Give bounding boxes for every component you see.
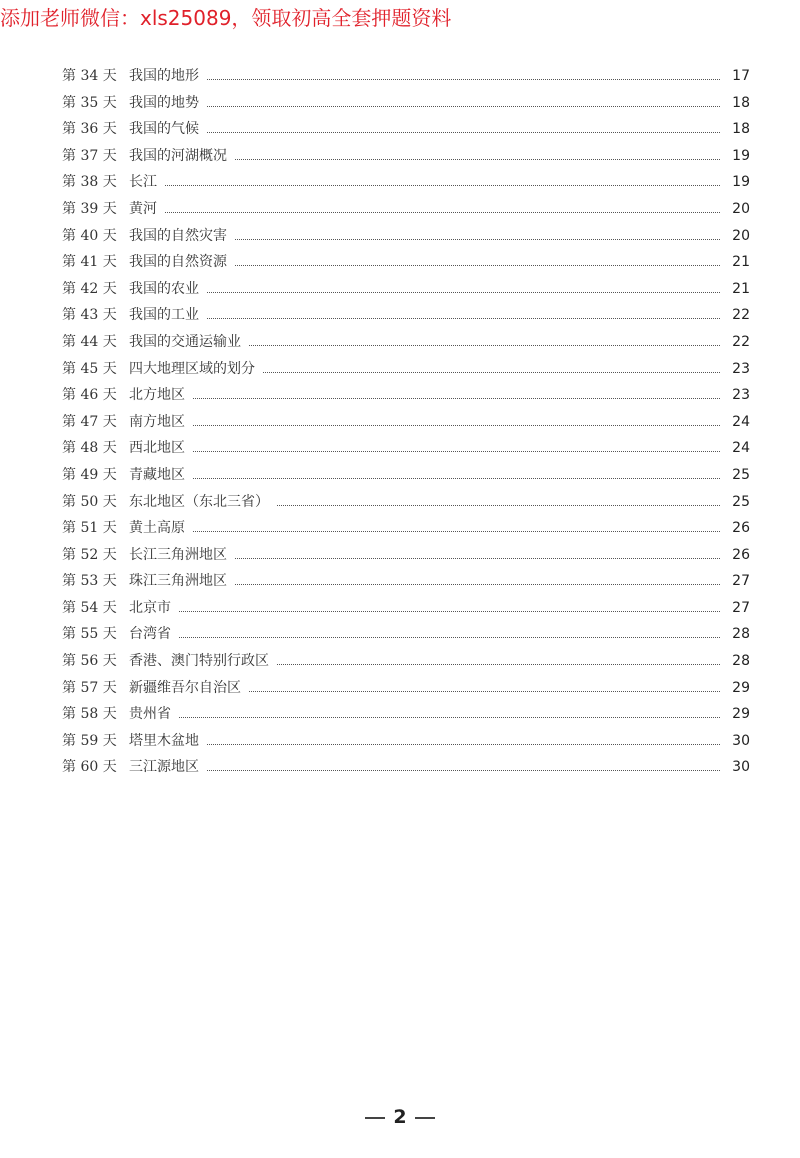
toc-entry-page: 29 [732,679,750,696]
toc-entry[interactable] [62,650,750,677]
toc-entry[interactable] [62,278,750,305]
toc-dot-leader [193,477,720,479]
toc-dot-leader [235,583,720,585]
toc-entry-page: 30 [732,759,750,776]
toc-entry-day: 第 56 天 [62,653,117,670]
toc-dot-leader [207,743,720,745]
toc-entry[interactable] [62,358,750,385]
toc-entry-title: 香港、澳门特别行政区 [129,653,269,670]
toc-entry-page: 18 [732,121,750,138]
page-number: 2 [393,1106,407,1128]
toc-dot-leader [193,530,720,532]
toc-entry-title: 三江源地区 [129,759,199,776]
toc-entry-page: 24 [732,440,750,457]
toc-entry-page: 28 [732,626,750,643]
toc-entry[interactable] [62,756,750,783]
toc-entry[interactable] [62,730,750,757]
toc-entry-page: 28 [732,653,750,670]
toc-entry-day: 第 57 天 [62,679,117,696]
toc-entry-title: 北京市 [129,599,171,616]
toc-entry-title: 我国的气候 [129,121,199,138]
toc-dot-leader [235,238,720,240]
toc-entry-day: 第 44 天 [62,333,117,350]
toc-entry-page: 21 [732,280,750,297]
toc-dot-leader [193,397,720,399]
toc-dot-leader [277,663,720,665]
toc-entry-title: 北方地区 [129,387,185,404]
toc-entry-title: 黄土高原 [129,520,185,537]
toc-entry-title: 珠江三角洲地区 [129,573,227,590]
toc-dot-leader [193,424,720,426]
page-footer [0,1106,800,1128]
toc-entry-title: 青藏地区 [129,466,185,483]
toc-entry-title: 台湾省 [129,626,171,643]
toc-entry-page: 22 [732,307,750,324]
toc-entry[interactable] [62,118,750,145]
toc-entry-title: 贵州省 [129,706,171,723]
toc-entry-page: 22 [732,333,750,350]
toc-entry-day: 第 45 天 [62,360,117,377]
toc-entry-title: 我国的工业 [129,307,199,324]
toc-dot-leader [207,78,720,80]
toc-dot-leader [277,504,720,506]
toc-dot-leader [179,610,720,612]
toc-entry-page: 25 [732,493,750,510]
toc-entry-day: 第 43 天 [62,307,117,324]
toc-entry-day: 第 39 天 [62,200,117,217]
toc-entry-day: 第 51 天 [62,520,117,537]
toc-dot-leader [179,636,720,638]
watermark-banner: 添加老师微信：xls25089，领取初高全套押题资料 [0,6,452,30]
toc-entry-title: 东北地区（东北三省） [129,493,269,510]
toc-dot-leader [165,211,720,213]
toc-entry[interactable] [62,384,750,411]
toc-entry[interactable] [62,517,750,544]
toc-entry-title: 我国的农业 [129,280,199,297]
toc-entry-day: 第 46 天 [62,387,117,404]
toc-entry-day: 第 54 天 [62,599,117,616]
toc-entry-page: 24 [732,413,750,430]
toc-entry-day: 第 34 天 [62,68,117,84]
toc-entry[interactable] [62,703,750,730]
toc-dot-leader [207,769,720,771]
toc-entry[interactable] [62,411,750,438]
toc-entry-day: 第 58 天 [62,706,117,723]
toc-dot-leader [249,344,720,346]
toc-entry-day: 第 48 天 [62,440,117,457]
toc-entry-page: 19 [732,147,750,164]
toc-entry-title: 西北地区 [129,440,185,457]
table-of-contents [62,65,750,783]
toc-entry[interactable] [62,145,750,172]
toc-entry[interactable] [62,677,750,704]
toc-entry-day: 第 59 天 [62,732,117,749]
toc-dot-leader [207,105,720,107]
toc-entry[interactable] [62,251,750,278]
toc-entry-page: 23 [732,387,750,404]
toc-entry-title: 新疆维吾尔自治区 [129,679,241,696]
toc-entry[interactable] [62,198,750,225]
toc-entry-day: 第 50 天 [62,493,117,510]
toc-dot-leader [179,716,720,718]
toc-entry[interactable] [62,623,750,650]
toc-entry-day: 第 36 天 [62,121,117,138]
toc-dot-leader [207,291,720,293]
toc-entry-day: 第 41 天 [62,254,117,271]
toc-entry-title: 我国的自然灾害 [129,227,227,244]
toc-entry-page: 27 [732,599,750,616]
toc-entry[interactable] [62,597,750,624]
footer-dash-left [365,1117,385,1119]
toc-entry-title: 长江 [129,174,157,191]
toc-entry[interactable] [62,544,750,571]
toc-entry[interactable] [62,570,750,597]
toc-entry-page: 17 [732,68,750,84]
toc-entry-title: 我国的河湖概况 [129,147,227,164]
toc-dot-leader [207,317,720,319]
toc-entry[interactable] [62,464,750,491]
toc-entry-page: 21 [732,254,750,271]
toc-entry-day: 第 55 天 [62,626,117,643]
toc-entry-page: 19 [732,174,750,191]
toc-entry[interactable] [62,304,750,331]
toc-entry-day: 第 37 天 [62,147,117,164]
toc-entry-day: 第 53 天 [62,573,117,590]
toc-entry[interactable] [62,171,750,198]
toc-dot-leader [235,158,720,160]
toc-entry-day: 第 42 天 [62,280,117,297]
toc-dot-leader [249,690,720,692]
toc-dot-leader [263,371,720,373]
toc-dot-leader [165,184,720,186]
toc-entry[interactable] [62,437,750,464]
toc-entry-title: 黄河 [129,200,157,217]
toc-entry-title: 长江三角洲地区 [129,546,227,563]
toc-entry-page: 27 [732,573,750,590]
toc-entry-day: 第 47 天 [62,413,117,430]
toc-entry-day: 第 40 天 [62,227,117,244]
toc-entry-title: 南方地区 [129,413,185,430]
toc-entry[interactable] [62,92,750,119]
toc-entry-day: 第 60 天 [62,759,117,776]
toc-entry-page: 23 [732,360,750,377]
toc-entry-title: 我国的自然资源 [129,254,227,271]
toc-entry-title: 我国的交通运输业 [129,333,241,350]
toc-entry-page: 26 [732,520,750,537]
footer-dash-right [415,1117,435,1119]
toc-entry-page: 25 [732,466,750,483]
toc-entry-title: 我国的地形 [129,68,199,84]
toc-entry-page: 20 [732,200,750,217]
toc-entry-title: 四大地理区域的划分 [129,360,255,377]
toc-entry[interactable] [62,65,750,92]
toc-entry-page: 20 [732,227,750,244]
toc-entry-title: 我国的地势 [129,94,199,111]
toc-entry-page: 18 [732,94,750,111]
toc-entry[interactable] [62,225,750,252]
toc-entry-day: 第 52 天 [62,546,117,563]
toc-entry-page: 30 [732,732,750,749]
toc-dot-leader [193,450,720,452]
toc-entry-day: 第 49 天 [62,466,117,483]
toc-entry-title: 塔里木盆地 [129,732,199,749]
toc-entry-day: 第 35 天 [62,94,117,111]
toc-dot-leader [235,557,720,559]
toc-entry-page: 29 [732,706,750,723]
toc-entry-day: 第 38 天 [62,174,117,191]
toc-dot-leader [207,131,720,133]
toc-dot-leader [235,264,720,266]
toc-entry[interactable] [62,491,750,518]
toc-entry-page: 26 [732,546,750,563]
toc-entry[interactable] [62,331,750,358]
